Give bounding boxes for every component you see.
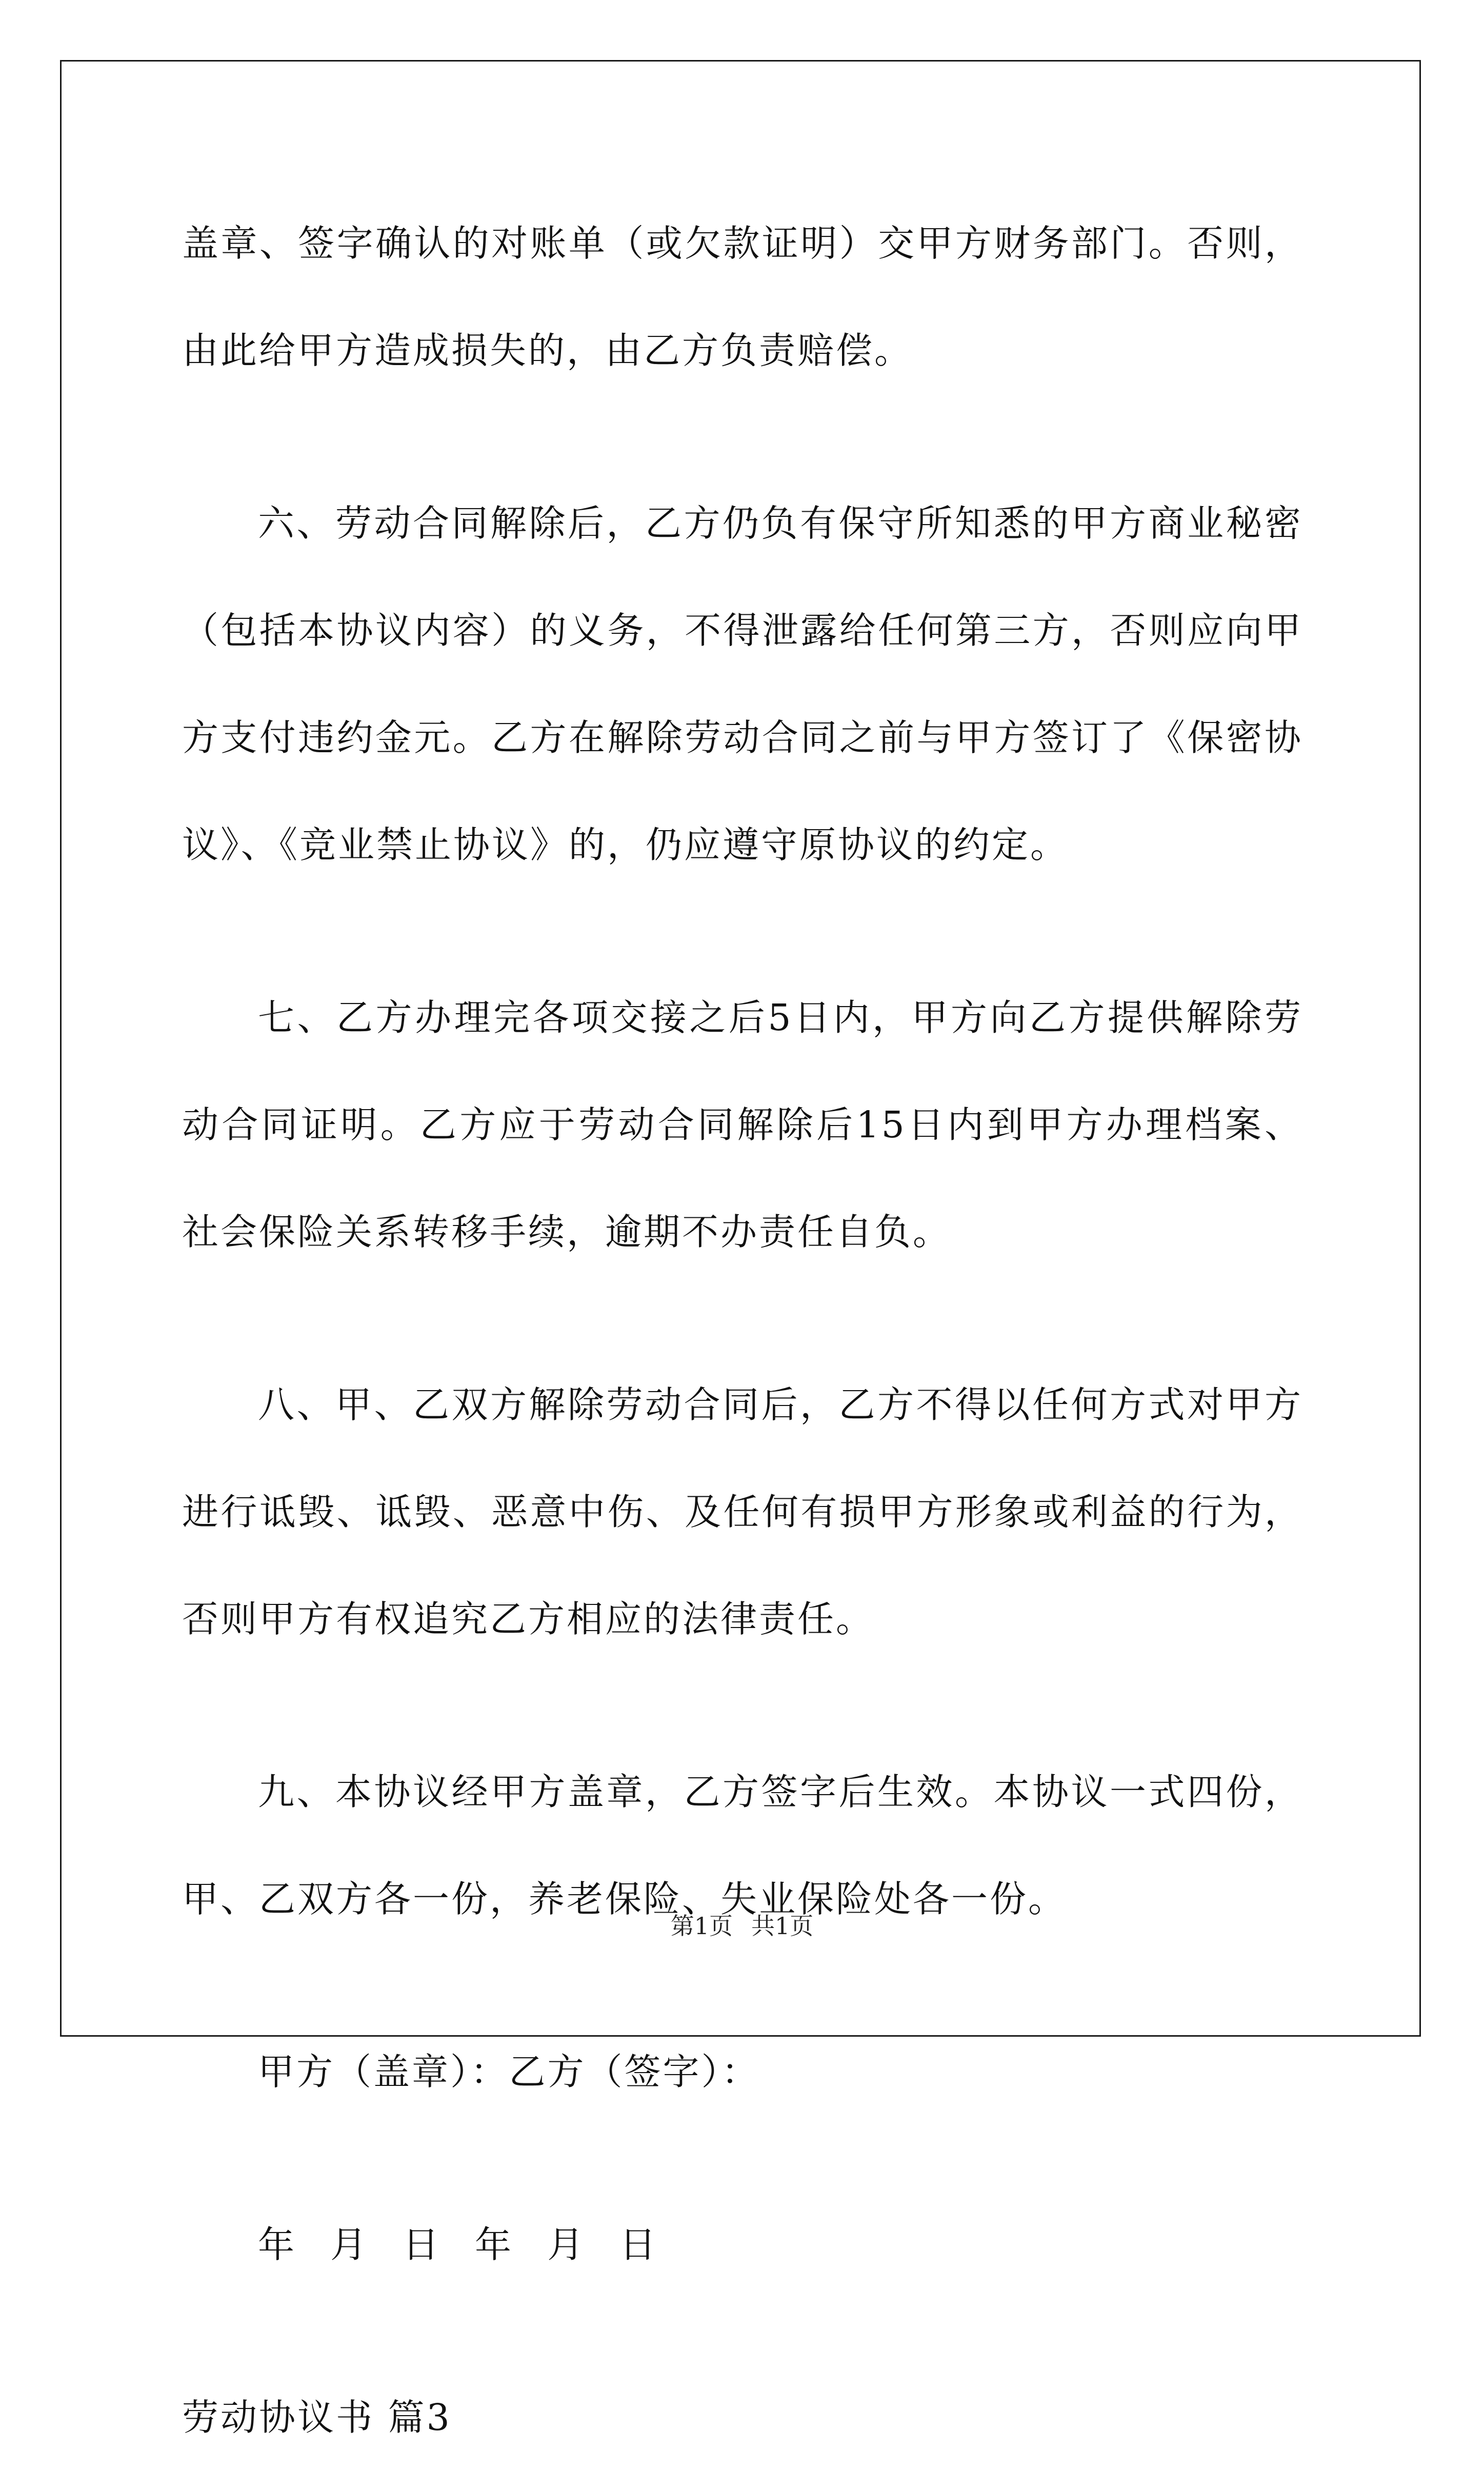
paragraph-clause-6: 六、劳动合同解除后，乙方仍负有保守所知悉的甲方商业秘密（包括本协议内容）的义务，不得泄露给任何第三方，否则应向甲方支付违约金元。乙方在解除劳动合同之前与甲方签订了《保密协议》、《竞业禁止协议》的，仍应遵守原协议的约定。 <box>182 502 1303 866</box>
date-year-a: 年 <box>258 2223 295 2266</box>
date-line <box>182 2191 1303 2298</box>
paragraph-clause-7: 七、乙方办理完各项交接之后5日内，甲方向乙方提供解除劳动合同证明。乙方应于劳动合同解除后15日内到甲方办理档案、社会保险关系转移手续，逾期不办责任自负。 <box>182 996 1303 1253</box>
date-month-b: 月 <box>547 2223 584 2266</box>
date-day-b: 日 <box>619 2223 656 2266</box>
paragraph-clause-9: 九、本协议经甲方盖章，乙方签字后生效。本协议一式四份，甲、乙双方各一份，养老保险、失业保险处各一份。 <box>182 1771 1303 1920</box>
paragraph-clause-8: 八、甲、乙双方解除劳动合同后，乙方不得以任何方式对甲方进行诋毁、诋毁、恶意中伤、及任何有损甲方形象或利益的行为，否则甲方有权追究乙方相应的法律责任。 <box>182 1383 1303 1640</box>
section-title: 劳动协议书 篇3 <box>182 2396 452 2439</box>
page-footer <box>0 1907 1484 1941</box>
document-body <box>182 190 1303 2471</box>
date-day-a: 日 <box>403 2223 439 2266</box>
date-year-b: 年 <box>475 2223 512 2266</box>
signature-line: 甲方（盖章）：乙方（签字）： <box>258 2051 760 2093</box>
page-number: 第1页 <box>670 1912 733 1940</box>
paragraph-continued: 盖章、签字确认的对账单（或欠款证明）交甲方财务部门。否则，由此给甲方造成损失的，由乙方负责赔偿。 <box>182 222 1303 372</box>
date-month-a: 月 <box>330 2223 367 2266</box>
page-total: 共1页 <box>751 1912 814 1940</box>
